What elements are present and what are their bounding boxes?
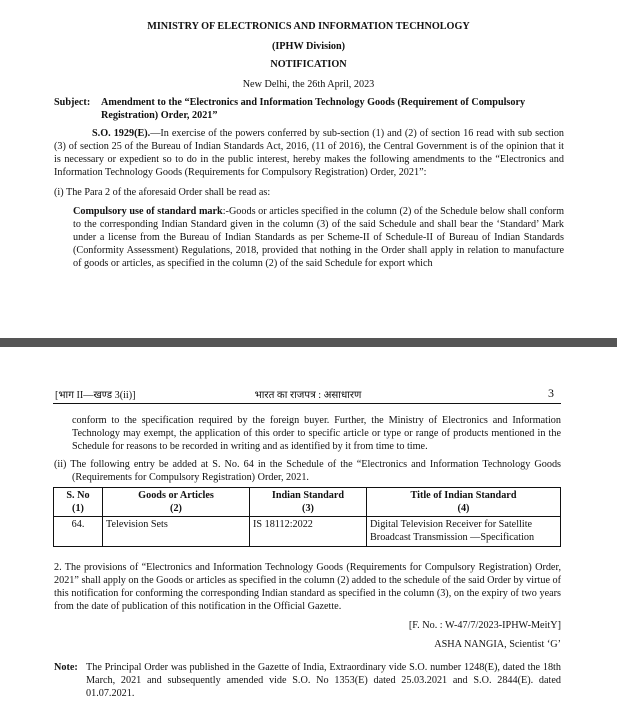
note-label: Note: (54, 662, 78, 673)
file-number: [F. No. : W-47/7/2023-IPHW-MeitY] (408, 620, 561, 631)
note-block (54, 661, 561, 700)
page-number: 3 (548, 386, 554, 400)
notification-date: New Delhi, the 26th April, 2023 (242, 79, 375, 90)
notification-heading: NOTIFICATION (270, 59, 347, 70)
page-header-left: [भाग II—खण्ड 3(ii)] (55, 390, 136, 401)
standard-mark-heading: Compulsory use of standard mark (73, 206, 223, 217)
col-header-sno: S. No (1) (54, 488, 103, 517)
col-header-standard: Indian Standard (3) (250, 488, 367, 517)
note-text: The Principal Order was published in the Gazette of India, Extraordinary vide S.O. number 1248(E), dated the 18th March, 2021 and subsequently amended vide S.O. No 1353(E) dated 25.03.2021 and S.O. 2844(E). dated 01.07.2021. (86, 662, 561, 699)
intro-paragraph (54, 127, 564, 179)
continuation-paragraph: conform to the specification required by the foreign buyer. Further, the Ministry of Electronics and Information Technology may exempt, the application of this order to specific article or type or range of products mentioned in the Schedule for reasons to be recorded in writing and as identified by it from time to time. (72, 415, 561, 452)
header-rule (53, 403, 561, 404)
page-separator (0, 338, 617, 347)
standard-mark-text: :-Goods or articles specified in the column (2) of the Schedule below shall conform to the corresponding Indian Standard given in the column (3) of the said Schedule and shall bear the ‘Standard’ Mark under a license from the Bureau of Indian Standards as per Scheme-II of Schedule-II of Bureau of Indian Standards (Conformity Assessment) Regulations, 2018, provided that nothing in the Order shall apply in relation to manufacture of goods or articles, as specified in the column (2) of the said Schedule for export which (73, 206, 564, 269)
cell-standard: IS 18112:2022 (250, 517, 367, 547)
table-row (54, 517, 561, 547)
subject-text: Amendment to the “Electronics and Information Technology Goods (Requirement of Compulsory Registration) Order, 2021” (101, 97, 526, 121)
gazette-page-1 (0, 0, 617, 338)
standard-mark-paragraph (73, 205, 564, 270)
page-header-center: भारत का राजपत्र : असाधारण (254, 390, 362, 401)
subject-label: Subject: (54, 97, 91, 108)
intro-text: —In exercise of the powers conferred by sub-section (1) and (2) of section 16 read with sub section (3) of section 25 of the Bureau of Indian Standards Act, 2016, (11 of 2016), the Central Government is of the opinion that it is necessary or expedient so to do in the public interest, hereby makes the following amendments to the “Electronics and Information Technology Goods (Requirements for Compulsory Registration) Order, 2021”: (54, 128, 565, 178)
cell-goods: Television Sets (103, 517, 250, 547)
so-number: S.O. 1929(E). (92, 128, 151, 139)
item-ii: (ii) The following entry be added at S. No. 64 in the Schedule of the “Electronics and Information Technology Goods (Requirements for Compulsory Registration) Order, 2021. (54, 459, 561, 483)
gazette-page-3 (0, 347, 617, 720)
col-header-title: Title of Indian Standard (4) (367, 488, 561, 517)
col-header-goods: Goods or Articles (2) (103, 488, 250, 517)
cell-title: Digital Television Receiver for Satellite Broadcast Transmission —Specification (367, 517, 561, 547)
schedule-table (53, 487, 561, 547)
table-header-row (54, 488, 561, 517)
signatory: ASHA NANGIA, Scientist ‘G’ (434, 639, 561, 650)
cell-sno: 64. (54, 517, 103, 547)
item-i: (i) The Para 2 of the aforesaid Order shall be read as: (54, 187, 271, 198)
paragraph-2: 2. The provisions of “Electronics and Information Technology Goods (Requirements for Compulsory Registration) Order, 2021” shall apply on the Goods or articles as specified in the column (2) added to the schedule of the said Order by virtue of this notification for conforming the corresponding Indian standard as specified in the column (3), on the expiry of two years from the date of publication of this notification in the Official Gazette. (54, 562, 561, 612)
subject-line (54, 96, 564, 122)
division-label: (IPHW Division) (271, 41, 346, 52)
ministry-title: MINISTRY OF ELECTRONICS AND INFORMATION TECHNOLOGY (147, 21, 470, 32)
